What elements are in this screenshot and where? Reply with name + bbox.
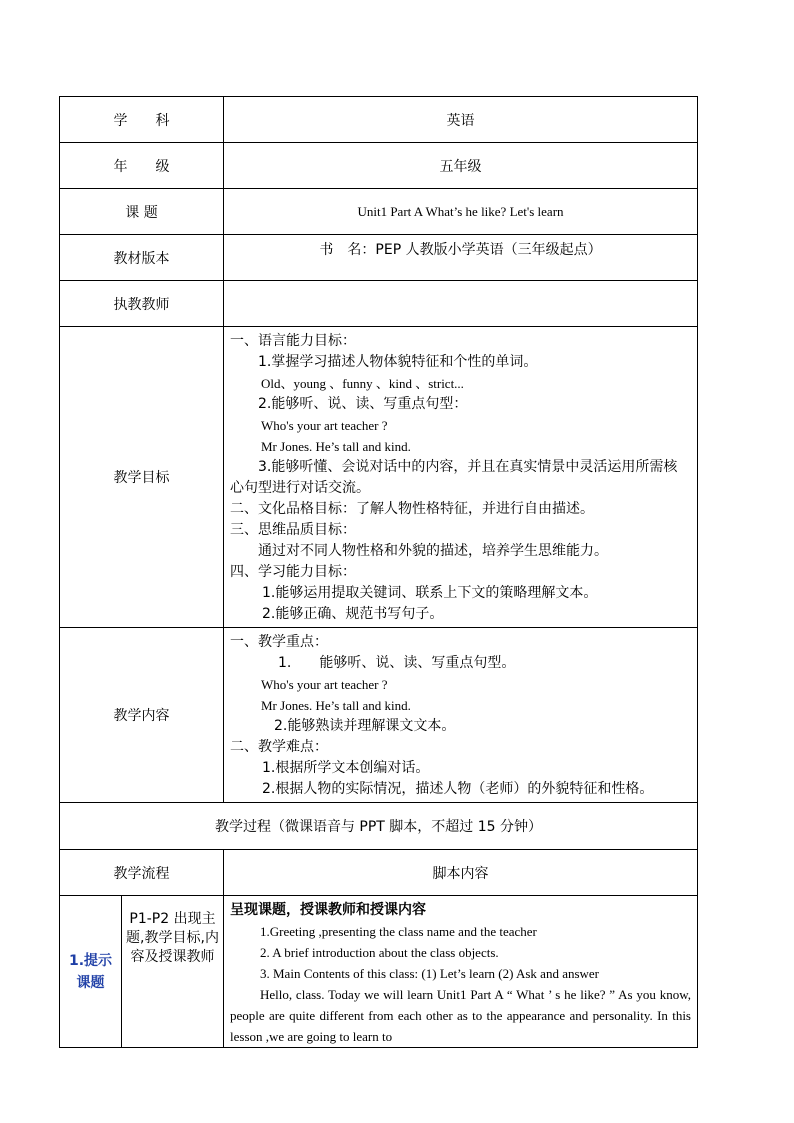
grade-label: 年 级 (60, 143, 224, 189)
objectives-line: 一、语言能力目标： (230, 333, 356, 349)
flow-header-right: 脚本内容 (224, 850, 698, 896)
subject-value: 英语 (224, 97, 698, 143)
objectives-row (60, 327, 698, 628)
subject-row (60, 97, 698, 143)
objectives-line: 三、思维品质目标： (230, 522, 356, 538)
flow-header-left: 教学流程 (60, 850, 224, 896)
content-line: 一、教学重点： (230, 634, 328, 650)
content-line: 2.能够熟读并理解课文文本。 (274, 718, 456, 734)
objectives-line: 2.能够听、说、读、写重点句型： (258, 396, 468, 412)
step1-line: 3. Main Contents of this class: (1) Let’s learn (2) Ask and answer (260, 966, 600, 981)
objectives-line: Old、young 、funny 、kind 、strict... (261, 376, 464, 391)
step1-line: 1.Greeting ,presenting the class name and the teacher (260, 924, 537, 939)
subject-label: 学 科 (60, 97, 224, 143)
objectives-content (224, 327, 698, 628)
content-line: Mr Jones. He’s tall and kind. (261, 698, 411, 713)
step1-heading: 呈现课题，授课教师和授课内容 (230, 902, 426, 918)
objectives-line: 二、文化品格目标：了解人物性格特征，并进行自由描述。 (230, 501, 594, 517)
topic-row (60, 189, 698, 235)
step1-line: 2. A brief introduction about the class objects. (260, 945, 499, 960)
objectives-line: 四、学习能力目标： (230, 564, 356, 580)
content-line: 1. 能够听、说、读、写重点句型。 (278, 655, 516, 671)
process-title: 教学过程（微课语音与 PPT 脚本，不超过 15 分钟） (60, 803, 698, 850)
textbook-label: 教材版本 (60, 235, 224, 281)
objectives-line: Mr Jones. He’s tall and kind. (261, 439, 411, 454)
lesson-plan-table (59, 96, 698, 1048)
step1-paragraph: Hello, class. Today we will learn Unit1 Part A “ What ’ s he like? ” As you know, people are quite different from each other as to the appearance and personality. In this lesson ,we are going to learn to (230, 987, 691, 1044)
grade-row (60, 143, 698, 189)
objectives-line: 3.能够听懂、会说对话中的内容，并且在真实情景中灵活运用所需核心句型进行对话交流。 (230, 459, 678, 496)
topic-label: 课 题 (60, 189, 224, 235)
teacher-row (60, 281, 698, 327)
objectives-line: 1.掌握学习描述人物体貌特征和个性的单词。 (258, 354, 538, 370)
content-line: 2.根据人物的实际情况，描述人物（老师）的外貌特征和性格。 (262, 781, 654, 797)
content-line: Who's your art teacher ? (261, 677, 388, 692)
process-title-row (60, 803, 698, 850)
step1-label: 1.提示课题 (60, 896, 122, 1048)
objectives-line: 1.能够运用提取关键词、联系上下文的策略理解文本。 (262, 585, 598, 601)
objectives-line: Who's your art teacher ? (261, 418, 388, 433)
teacher-label: 执教教师 (60, 281, 224, 327)
content-label: 教学内容 (60, 628, 224, 803)
objectives-label: 教学目标 (60, 327, 224, 628)
objectives-line: 2.能够正确、规范书写句子。 (262, 606, 444, 622)
content-line: 二、教学难点： (230, 739, 328, 755)
content-line: 1.根据所学文本创编对话。 (262, 760, 430, 776)
flow-header-row (60, 850, 698, 896)
step1-script (224, 896, 698, 1048)
step1-row (60, 896, 698, 1048)
topic-value: Unit1 Part A What’s he like? Let's learn (224, 189, 698, 235)
step1-description: P1-P2 出现主题,教学目标,内容及授课教师 (122, 896, 224, 1048)
teacher-value (224, 281, 698, 327)
objectives-line: 通过对不同人物性格和外貌的描述，培养学生思维能力。 (258, 543, 608, 559)
grade-value: 五年级 (224, 143, 698, 189)
content-content (224, 628, 698, 803)
content-row (60, 628, 698, 803)
textbook-row (60, 235, 698, 281)
textbook-value: 书 名：PEP 人教版小学英语（三年级起点） (224, 235, 698, 281)
